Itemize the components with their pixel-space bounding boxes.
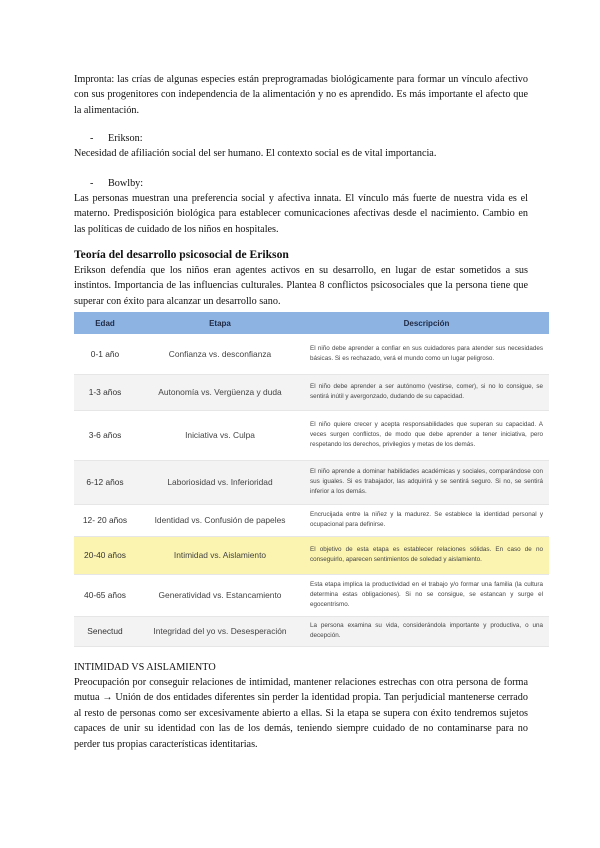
cell-edad: 12- 20 años: [74, 504, 136, 536]
section-title-intimidad: INTIMIDAD VS AISLAMIENTO: [74, 662, 216, 673]
section-title-teoria: Teoría del desarrollo psicosocial de Erikson: [74, 248, 289, 261]
cell-descripcion: La persona examina su vida, considerándola importante y productiva, o una decepción.: [304, 616, 549, 646]
header-descripcion: Descripción: [304, 312, 549, 334]
cell-etapa: Laboriosidad vs. Inferioridad: [136, 460, 304, 504]
bullet-dash: -: [90, 178, 94, 189]
cell-edad: 6-12 años: [74, 460, 136, 504]
header-etapa: Etapa: [136, 312, 304, 334]
bullet-bowlby: [90, 176, 143, 191]
paragraph-teoria: Erikson defendía que los niños eran agentes activos en su desarrollo, en lugar de estar sometidos a sus instintos. Importancia de las influencias culturales. Plantea 8 conflictos psicosociales que la persona tiene que superar con éxito para alcanzar un desarrollo sano.: [74, 265, 528, 307]
table-row: [74, 460, 549, 504]
table-row: [74, 616, 549, 646]
cell-edad: 0-1 año: [74, 334, 136, 374]
cell-etapa: Intimidad vs. Aislamiento: [136, 536, 304, 574]
table-row-highlighted: [74, 536, 549, 574]
table-row: [74, 334, 549, 374]
table-row: [74, 374, 549, 410]
cell-descripcion: Encrucijada entre la niñez y la madurez. Se establece la identidad personal y ocupacional para definirse.: [304, 504, 549, 536]
cell-etapa: Generatividad vs. Estancamiento: [136, 574, 304, 616]
table-row: [74, 504, 549, 536]
bullet-erikson: [90, 131, 143, 146]
cell-etapa: Confianza vs. desconfianza: [136, 334, 304, 374]
cell-etapa: Autonomía vs. Vergüenza y duda: [136, 374, 304, 410]
cell-edad: 20-40 años: [74, 536, 136, 574]
cell-edad: 40-65 años: [74, 574, 136, 616]
cell-edad: 3-6 años: [74, 410, 136, 460]
cell-edad: Senectud: [74, 616, 136, 646]
header-edad: Edad: [74, 312, 136, 334]
bullet-label-bowlby: Bowlby:: [108, 178, 144, 189]
paragraph-erikson: Necesidad de afiliación social del ser humano. El contexto social es de vital importancia.: [74, 148, 437, 159]
table-row: [74, 410, 549, 460]
cell-descripcion: El niño quiere crecer y acepta responsabilidades que superan su capacidad. A veces surgen conflictos, de modo que debe aprender a tener iniciativa, pero respetando los derechos, privilegios y metas de los demás.: [304, 410, 549, 460]
table-row: [74, 574, 549, 616]
table-header-row: [74, 312, 549, 334]
cell-descripcion: El niño debe aprender a ser autónomo (vestirse, comer), si no lo consigue, se sentirá inútil y avergonzado, dudando de su capacidad.: [304, 374, 549, 410]
paragraph-impronta: Impronta: las crías de algunas especies están preprogramadas biológicamente para formar un vínculo afectivo con sus progenitores con independencia de la alimentación y no es aprendido. Es más importante el afecto que la alimentación.: [74, 74, 528, 116]
paragraph-bowlby: Las personas muestran una preferencia social y afectiva innata. El vínculo más fuerte de nuestra vida es el materno. Predisposición biológica para establecer comunicaciones afectivas desde el nacimiento. Cambio en las políticas de cuidado de los niños en hospitales.: [74, 193, 528, 235]
bullet-dash: -: [90, 133, 94, 144]
cell-etapa: Identidad vs. Confusión de papeles: [136, 504, 304, 536]
cell-edad: 1-3 años: [74, 374, 136, 410]
cell-descripcion: El niño aprende a dominar habilidades académicas y sociales, comparándose con sus iguales. Si es trabajador, las adquirirá y se sentirá seguro. Si no, se sentirá inferior a los demás.: [304, 460, 549, 504]
bullet-label-erikson: Erikson:: [108, 133, 143, 144]
cell-descripcion: El niño debe aprender a confiar en sus cuidadores para atender sus necesidades básicas. Si es rechazado, verá el mundo como un lugar peligroso.: [304, 334, 549, 374]
cell-descripcion: Esta etapa implica la productividad en el trabajo y/o formar una familia (la cultura determina estas obligaciones). Si no se consigue, se estancan y surge el egocentrismo.: [304, 574, 549, 616]
paragraph-intimidad: Preocupación por conseguir relaciones de intimidad, mantener relaciones estrechas con otra persona de forma mutua → Unión de dos entidades diferentes sin perder la identidad propia. Tan perjudicial mantenerse cerrado al resto de personas como ser excesivamente abierto a ellas. Si la etapa se supera con éxito tendremos sujetos capaces de unir su identidad con las de los demás, teniendo siempre cuidado de no contaminarse para no perder tus propias características identitarias.: [74, 677, 528, 750]
erikson-stages-table: [74, 312, 549, 647]
cell-descripcion: El objetivo de esta etapa es establecer relaciones sólidas. En caso de no conseguirlo, aparecen sentimientos de soledad y aislamiento.: [304, 536, 549, 574]
cell-etapa: Integridad del yo vs. Desesperación: [136, 616, 304, 646]
cell-etapa: Iniciativa vs. Culpa: [136, 410, 304, 460]
